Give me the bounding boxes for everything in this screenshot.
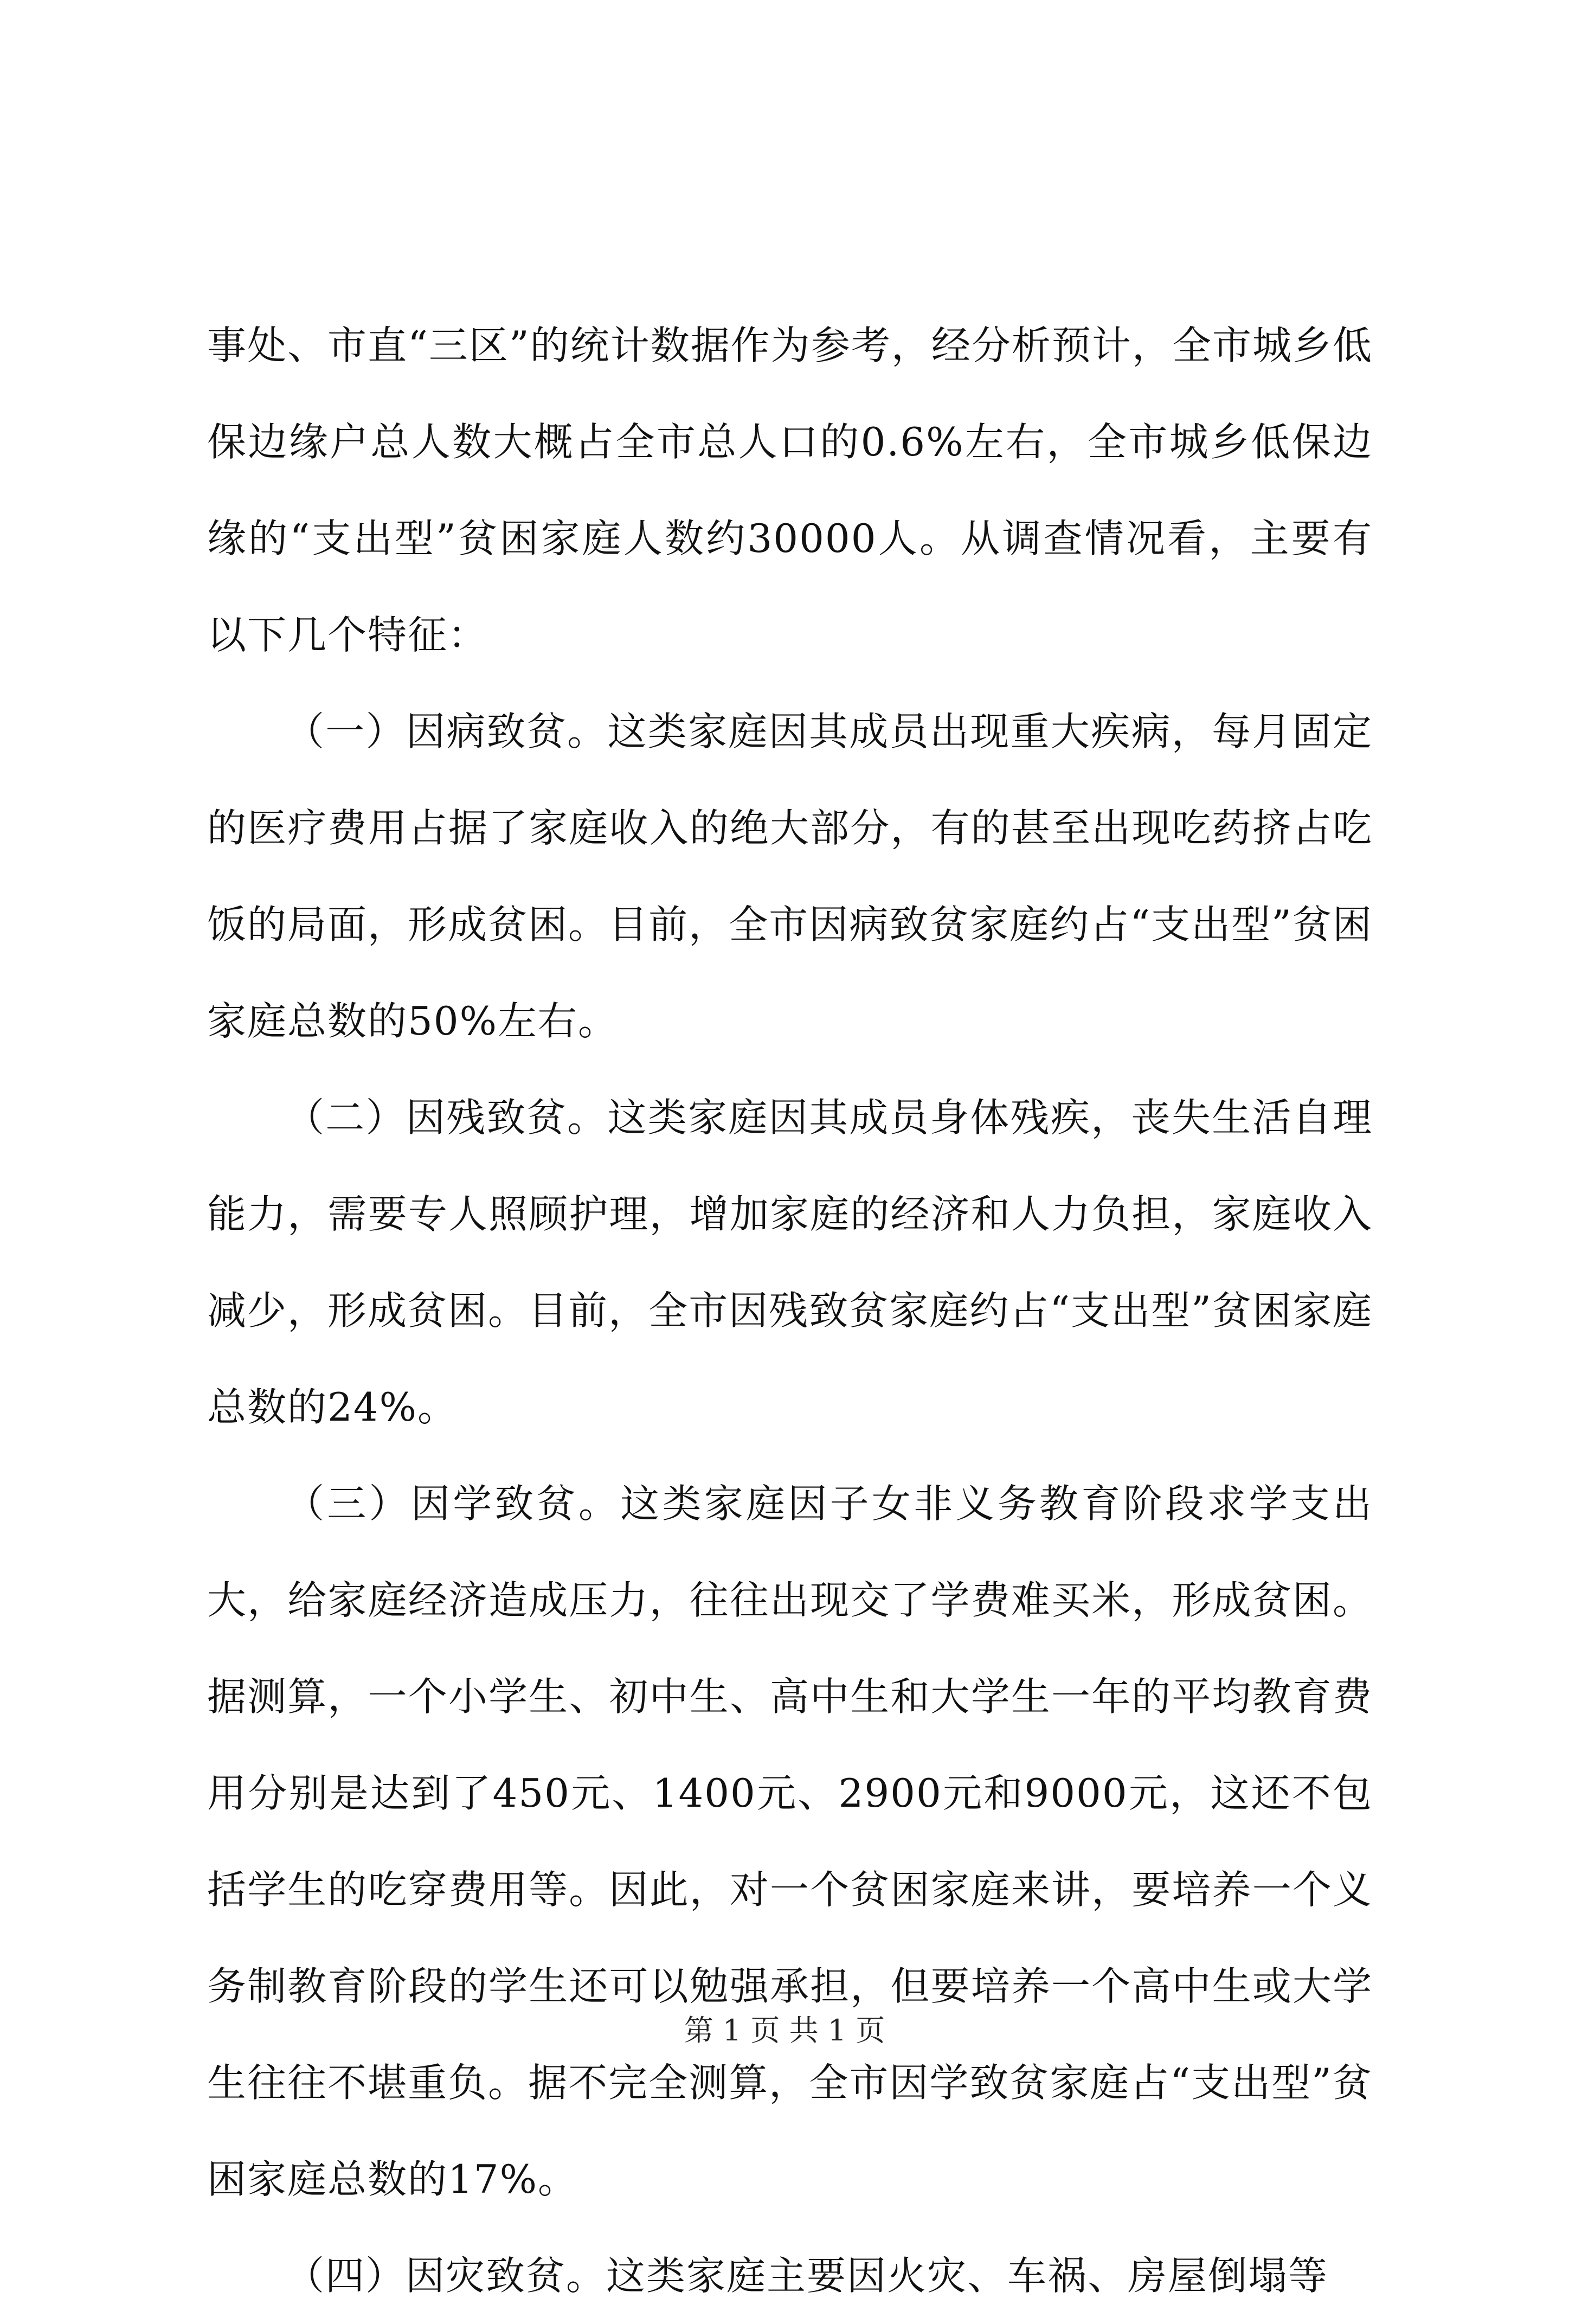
paragraph-continuation: 事处、市直“三区”的统计数据作为参考，经分析预计，全市城乡低保边缘户总人数大概占全市总人口的0.6%左右，全市城乡低保边缘的“支出型”贫困家庭人数约30000人。从调查情况看，主要有以下几个特征：	[207, 323, 1373, 658]
paragraph-disability-poverty: （二）因残致贫。这类家庭因其成员身体残疾，丧失生活自理能力，需要专人照顾护理，增加家庭的经济和人力负担，家庭收入减少，形成贫困。目前，全市因残致贫家庭约占“支出型”贫困家庭总数的24%。	[207, 1095, 1373, 1430]
paragraph-illness-poverty: （一）因病致贫。这类家庭因其成员出现重大疾病，每月固定的医疗费用占据了家庭收入的绝大部分，有的甚至出现吃药挤占吃饭的局面，形成贫困。目前，全市因病致贫家庭约占“支出型”贫困家庭总数的50%左右。	[207, 709, 1373, 1044]
paragraph-disaster-poverty: （四）因灾致贫。这类家庭主要因火灾、车祸、房屋倒塌等	[285, 2253, 1329, 2299]
page-number-footer: 第 1 页 共 1 页	[684, 2013, 885, 2047]
paragraph-education-poverty: （三）因学致贫。这类家庭因子女非义务教育阶段求学支出大，给家庭经济造成压力，往往出现交了学费难买米，形成贫困。据测算，一个小学生、初中生、高中生和大学生一年的平均教育费用分别是达到了450元、1400元、2900元和9000元，这还不包括学生的吃穿费用等。因此，对一个贫困家庭来讲，要培养一个义务制教育阶段的学生还可以勉强承担，但要培养一个高中生或大学生往往不堪重负。据不完全测算，全市因学致贫家庭占“支出型”贫困家庭总数的17%。	[207, 1481, 1373, 2202]
